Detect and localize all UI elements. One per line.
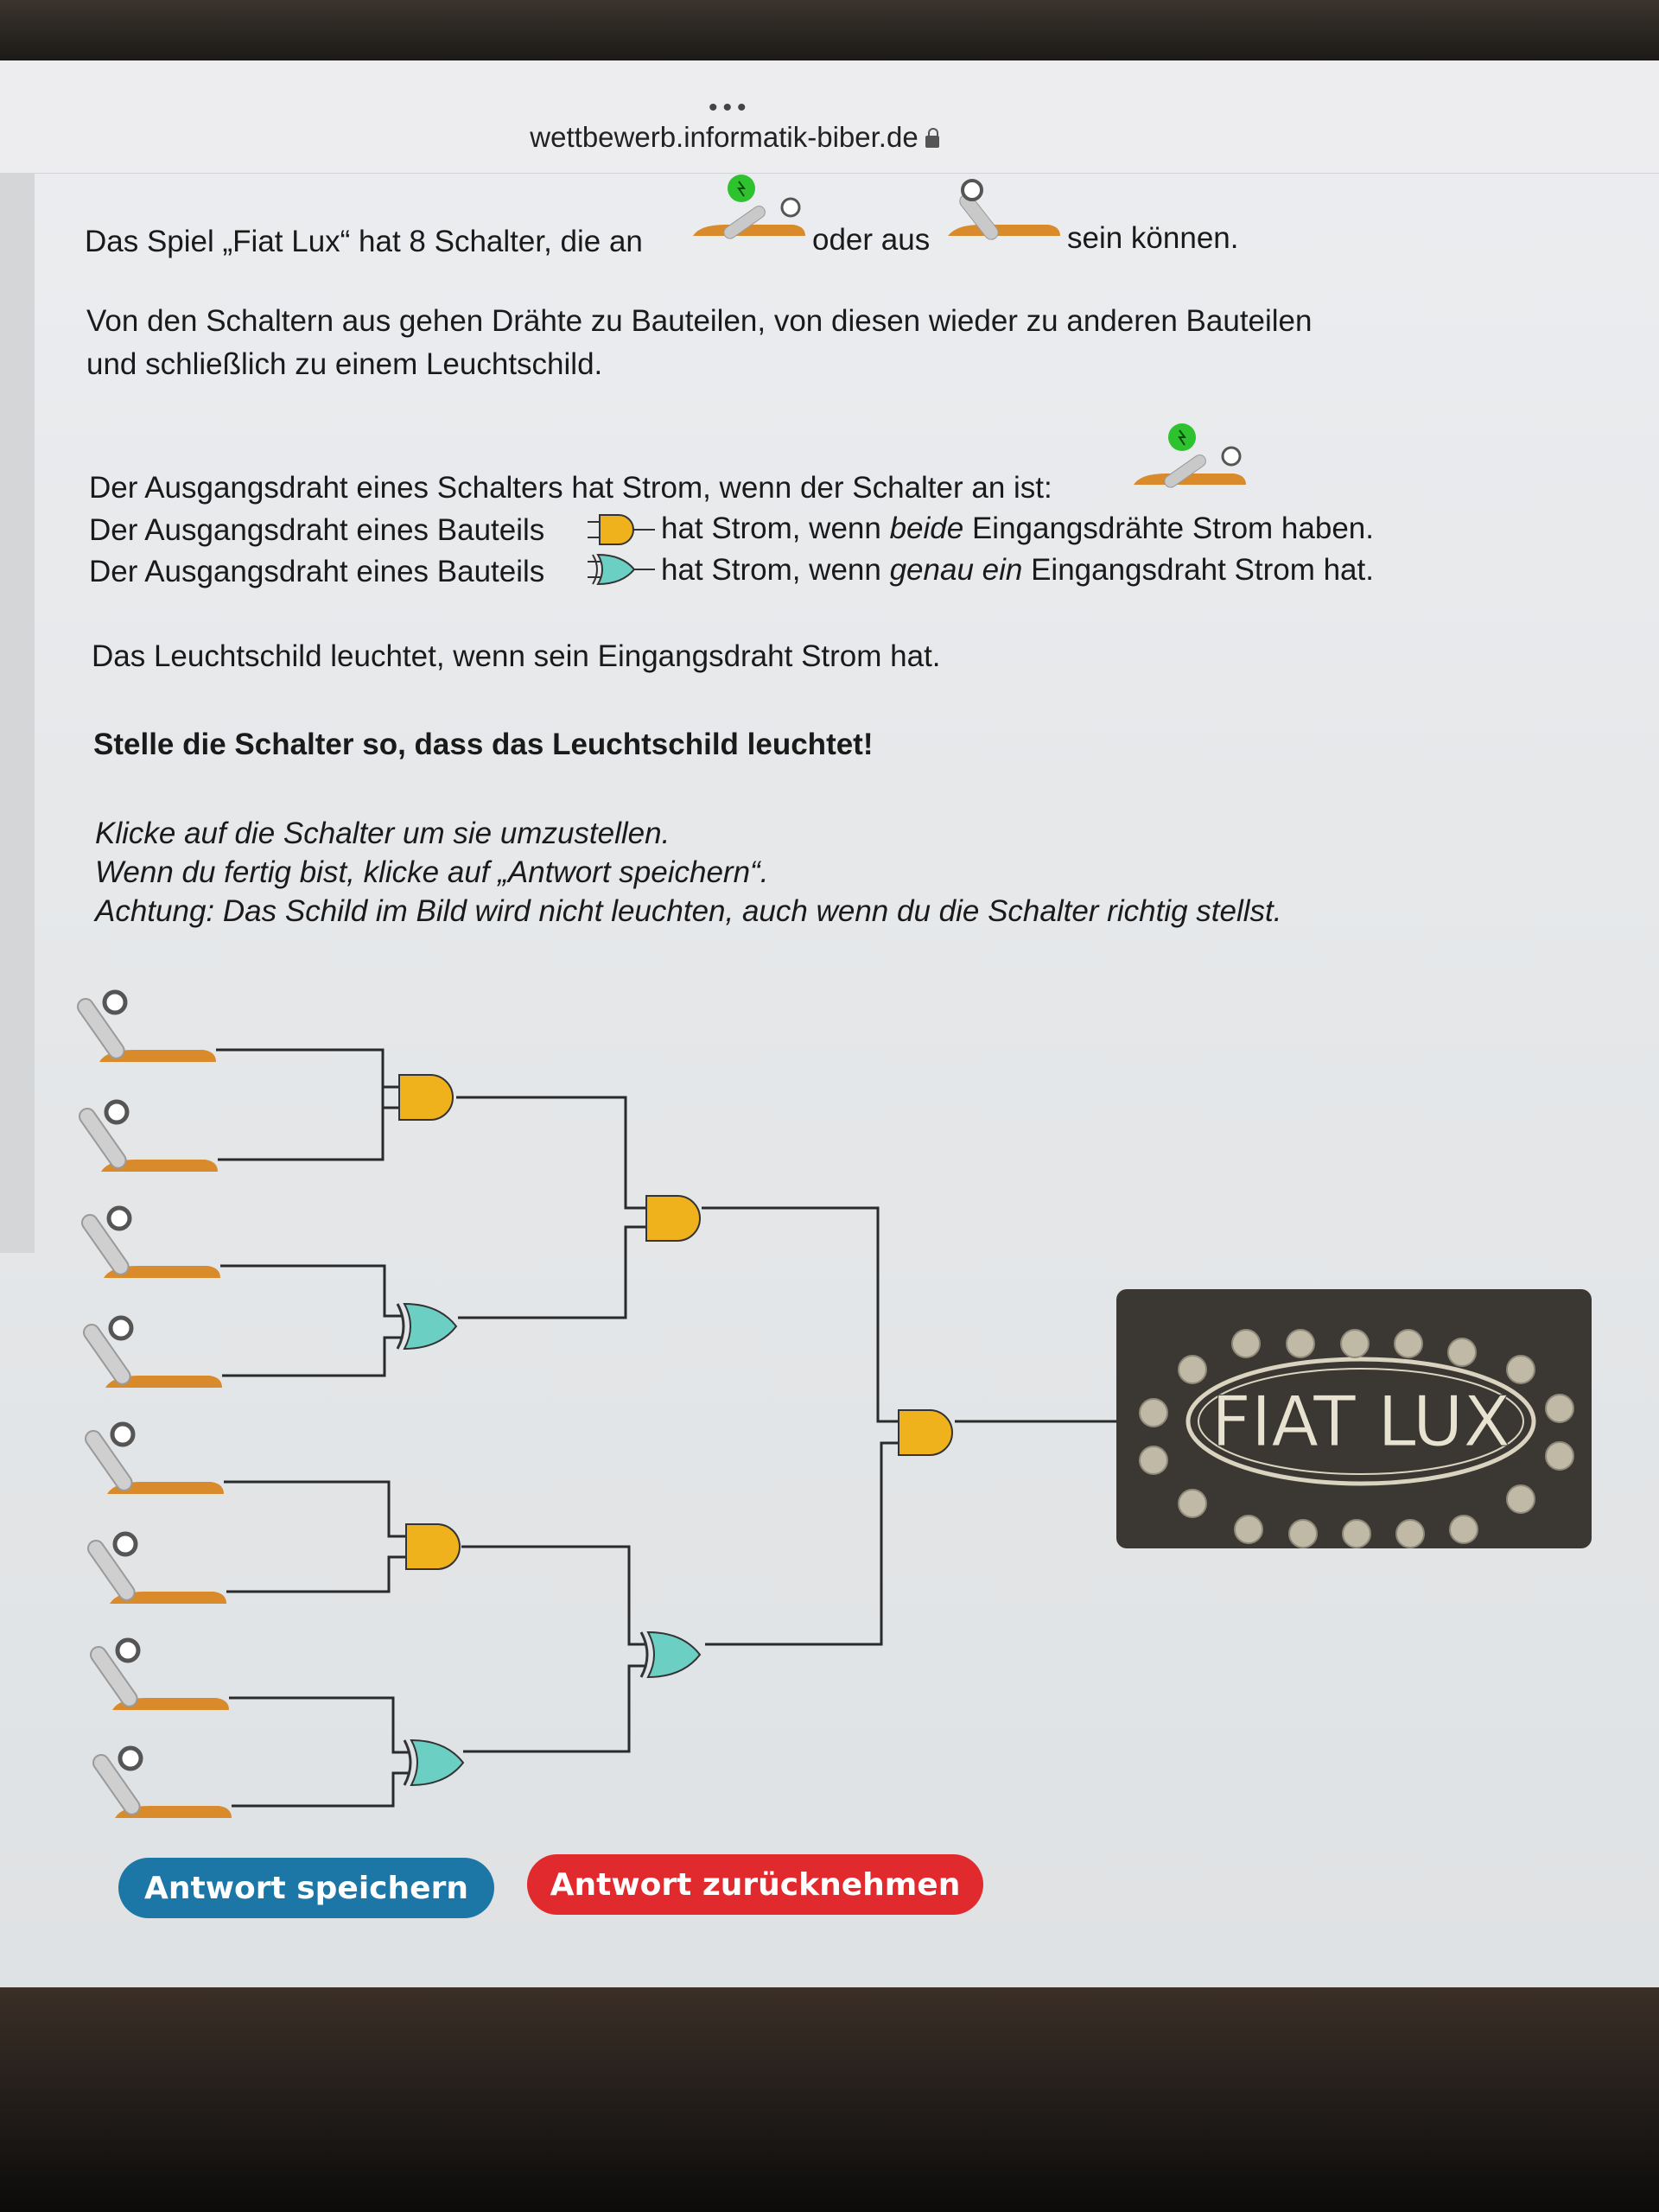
- circuit-wires: [216, 1050, 1119, 1806]
- sign-bulb: [1546, 1442, 1573, 1470]
- switch-4[interactable]: [80, 1318, 222, 1388]
- and-gate-shape: [399, 1075, 453, 1120]
- rule-and-suffix: Eingangsdrähte Strom haben.: [971, 512, 1374, 545]
- rule-and-emphasis: beide: [889, 512, 964, 545]
- sign-bulb: [1140, 1399, 1167, 1427]
- intro-para2-line2: und schließlich zu einem Leuchtschild.: [86, 347, 603, 381]
- rule-switch: Der Ausgangsdraht eines Schalters hat Strom, wenn der Schalter an ist:: [89, 471, 1052, 505]
- sign-bulb: [1287, 1330, 1314, 1357]
- switch-knob: [115, 1534, 136, 1554]
- sign-bulb: [1140, 1446, 1167, 1474]
- xor-gate-arc: [404, 1740, 410, 1785]
- rule-xor-prefix: Der Ausgangsdraht eines Bauteils: [89, 555, 545, 588]
- xor-gate-shape: [404, 1304, 456, 1349]
- sign-bulb: [1235, 1516, 1262, 1543]
- sign-bulb: [1507, 1356, 1535, 1383]
- switch-knob: [109, 1208, 130, 1229]
- switch-5[interactable]: [82, 1424, 224, 1494]
- instruction-line2: Wenn du fertig bist, klicke auf „Antwort speichern“.: [95, 855, 769, 889]
- sign-bulb: [1343, 1520, 1370, 1548]
- switch-6[interactable]: [85, 1534, 226, 1604]
- switch-knob: [106, 1102, 127, 1122]
- xor-gate-6: [641, 1632, 700, 1677]
- device-bezel-top: [0, 0, 1659, 60]
- xor-gate-4: [404, 1740, 463, 1785]
- url-text: wettbewerb.informatik-biber.de: [530, 121, 918, 153]
- and-gate-shape: [406, 1524, 460, 1569]
- switch-column: [74, 992, 232, 1818]
- rule-and-prefix: Der Ausgangsdraht eines Bauteils: [89, 513, 545, 547]
- save-answer-button[interactable]: Antwort speichern: [118, 1858, 494, 1918]
- sign-bulb: [1507, 1485, 1535, 1513]
- switch-knob: [120, 1748, 141, 1769]
- sign-bulb: [1179, 1490, 1206, 1517]
- and-gate-shape: [646, 1196, 700, 1241]
- and-gate-3: [406, 1524, 460, 1569]
- sign-bulb: [1450, 1516, 1478, 1543]
- switch-knob: [111, 1318, 131, 1338]
- undo-answer-button[interactable]: Antwort zurücknehmen: [527, 1854, 983, 1915]
- sign-bulb: [1289, 1520, 1317, 1548]
- browser-screen: [0, 60, 1659, 1987]
- rule-xor-emphasis: genau ein: [889, 553, 1023, 587]
- sign-bulb: [1448, 1338, 1476, 1366]
- xor-gate-2: [397, 1304, 456, 1349]
- sign-text: FIAT LUX: [1211, 1382, 1511, 1462]
- switch-2[interactable]: [76, 1102, 218, 1172]
- xor-gate-shape: [411, 1740, 463, 1785]
- xor-gate-arc: [641, 1632, 647, 1677]
- switch-1[interactable]: [74, 992, 216, 1062]
- intro-para2-line1: Von den Schaltern aus gehen Drähte zu Bauteilen, von diesen wieder zu anderen Bauteilen: [86, 304, 1313, 338]
- device-bezel-bottom: [0, 1987, 1659, 2212]
- sign-bulb: [1179, 1356, 1206, 1383]
- rule-xor-suffix: Eingangsdraht Strom hat.: [1031, 553, 1374, 587]
- circuit-diagram: [0, 60, 1659, 1987]
- switch-knob: [105, 992, 125, 1013]
- xor-gate-arc: [397, 1304, 404, 1349]
- switch-knob: [112, 1424, 133, 1445]
- switch-knob: [118, 1640, 138, 1661]
- sign-bulb: [1232, 1330, 1260, 1357]
- instruction-line1: Klicke auf die Schalter um sie umzustellen.: [95, 817, 671, 850]
- fiat-lux-sign: [1116, 1289, 1592, 1548]
- and-gate-shape: [899, 1410, 952, 1455]
- and-gate-1: [399, 1075, 453, 1120]
- rule-sign: Das Leuchtschild leuchtet, wenn sein Eingangsdraht Strom hat.: [92, 639, 941, 673]
- intro-line1-c: sein können.: [1067, 221, 1239, 255]
- task-statement: Stelle die Schalter so, dass das Leuchtschild leuchtet!: [93, 728, 874, 761]
- switch-3[interactable]: [79, 1208, 220, 1278]
- and-gate-7: [899, 1410, 952, 1455]
- rule-and-mid: hat Strom, wenn: [661, 512, 881, 545]
- intro-line1-b: oder aus: [812, 223, 931, 257]
- instruction-line3: Achtung: Das Schild im Bild wird nicht leuchten, auch wenn du die Schalter richtig stellst.: [95, 894, 1282, 928]
- sign-bulb: [1395, 1330, 1422, 1357]
- intro-line1-a: Das Spiel „Fiat Lux“ hat 8 Schalter, die an: [85, 225, 643, 258]
- switch-8[interactable]: [90, 1748, 232, 1818]
- and-gate-5: [646, 1196, 700, 1241]
- switch-7[interactable]: [87, 1640, 229, 1710]
- xor-gate-shape: [648, 1632, 700, 1677]
- rule-xor-mid: hat Strom, wenn: [661, 553, 881, 587]
- gate-layer: [397, 1075, 952, 1785]
- sign-bulb: [1396, 1520, 1424, 1548]
- tab-menu-dots[interactable]: •••: [709, 93, 752, 122]
- sign-bulb: [1341, 1330, 1369, 1357]
- sign-bulb: [1546, 1395, 1573, 1422]
